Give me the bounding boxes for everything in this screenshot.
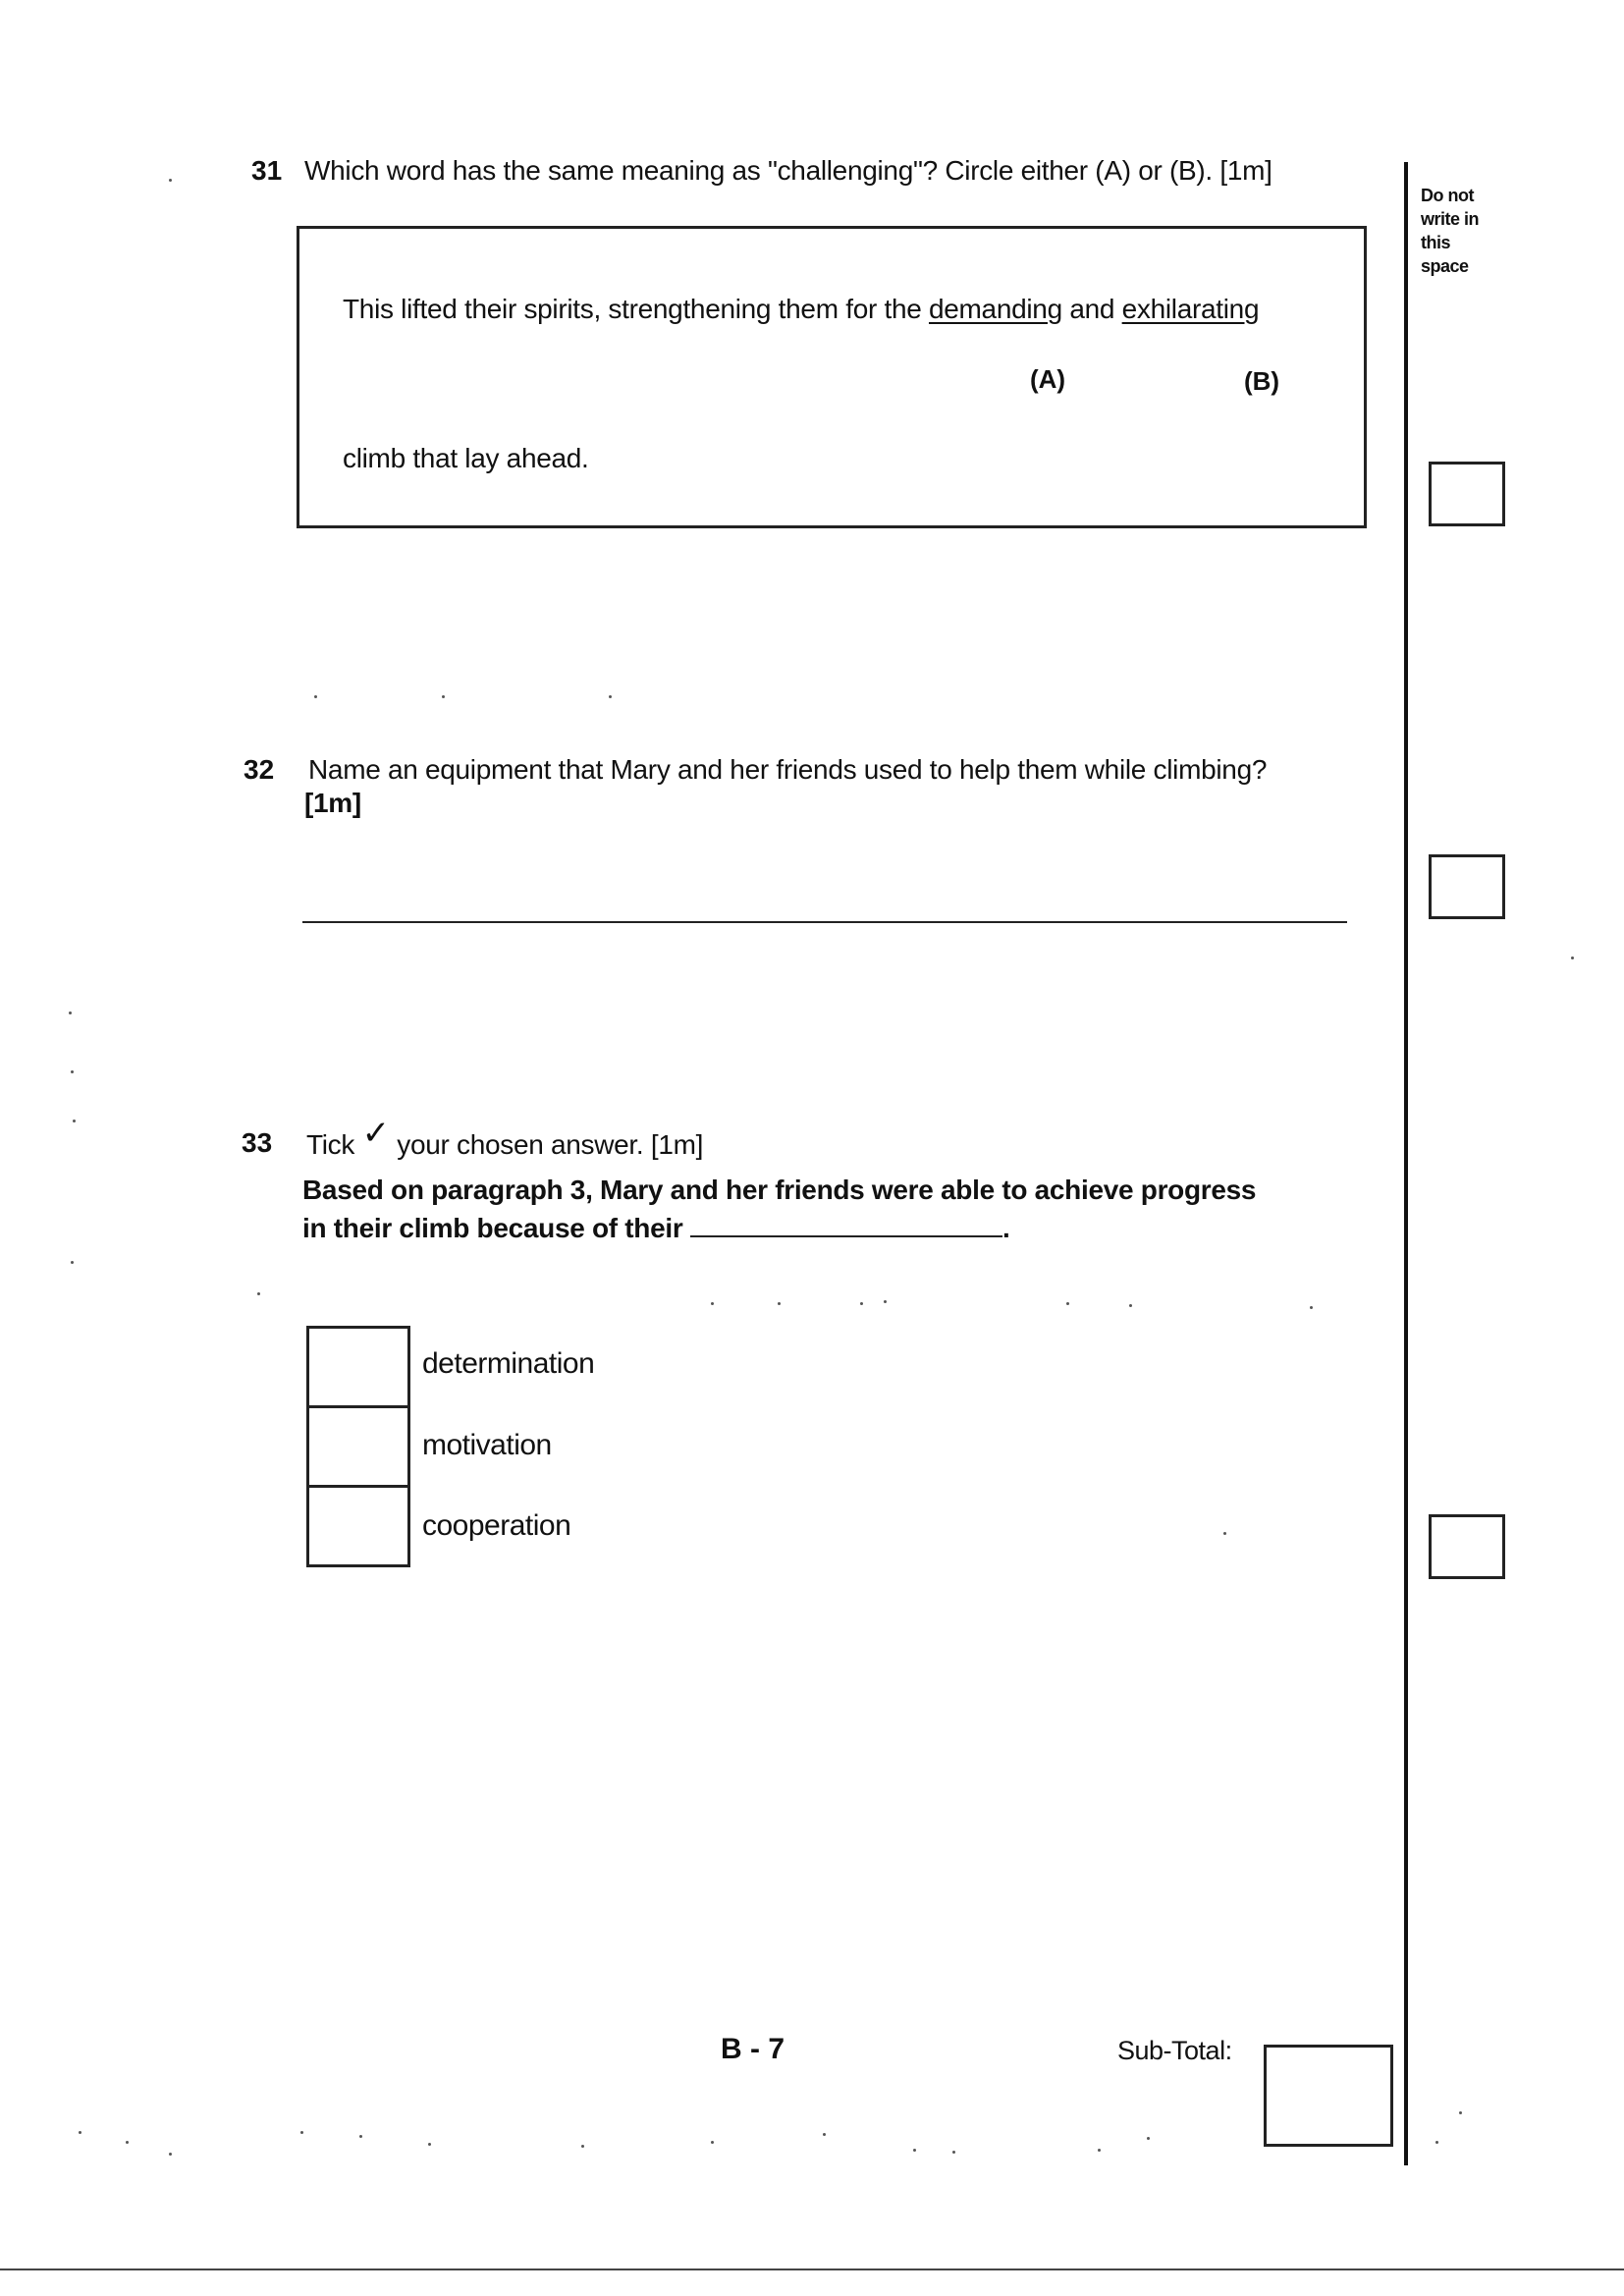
margin-note: Do not write in this space — [1421, 186, 1480, 276]
passage-excerpt-box — [297, 226, 1367, 528]
margin-divider — [1404, 162, 1408, 2165]
passage-line-1 — [343, 294, 1259, 325]
passage-line-2: climb that lay ahead. — [343, 443, 589, 473]
scan-speck — [71, 1261, 74, 1264]
tick-mark-icon: ✓ — [361, 1115, 390, 1152]
mark-box-q33[interactable] — [1429, 1514, 1505, 1579]
scan-speck — [1459, 2111, 1462, 2114]
choice-label-determination: determination — [422, 1347, 595, 1380]
scan-speck — [69, 1011, 72, 1014]
checkbox-cooperation[interactable] — [306, 1485, 410, 1567]
choice-label-cooperation: cooperation — [422, 1509, 571, 1542]
scan-speck — [1098, 2149, 1101, 2152]
scan-speck — [359, 2135, 362, 2138]
scan-speck — [1571, 957, 1574, 959]
scan-speck — [300, 2131, 303, 2134]
question-33-stem-line-2 — [302, 1210, 1009, 1246]
scan-speck — [913, 2149, 916, 2152]
instruction-rest: your chosen answer. [1m] — [389, 1129, 704, 1160]
passage-text-middle: and — [1061, 294, 1122, 324]
question-32-prompt: Name an equipment that Mary and her friends used to help them while climbing? — [308, 754, 1268, 785]
scan-speck — [257, 1292, 260, 1295]
option-b-label[interactable]: (B) — [1244, 366, 1280, 396]
mark-box-q32[interactable] — [1429, 854, 1505, 919]
scan-speck — [73, 1120, 76, 1122]
scan-speck — [1223, 1532, 1226, 1535]
option-a-label[interactable]: (A) — [1030, 364, 1066, 394]
scan-speck — [1066, 1302, 1069, 1305]
scan-speck — [609, 695, 612, 698]
answer-line-q32[interactable] — [302, 921, 1347, 923]
subtotal-box[interactable] — [1264, 2045, 1393, 2147]
mark-box-q31[interactable] — [1429, 462, 1505, 526]
passage-text-start: This lifted their spirits, strengthening them for the — [343, 294, 929, 324]
scan-speck — [778, 1302, 781, 1305]
question-33-instruction — [306, 1115, 704, 1163]
scan-speck — [71, 1070, 74, 1073]
scan-speck — [884, 1300, 887, 1303]
scan-speck — [169, 2153, 172, 2156]
scan-speck — [1435, 2141, 1438, 2144]
checkbox-determination[interactable] — [306, 1326, 410, 1408]
scan-speck — [711, 2141, 714, 2144]
option-a-word[interactable]: demanding — [928, 294, 1062, 324]
question-number-31: 31 — [251, 155, 283, 186]
scan-speck — [79, 2131, 81, 2134]
question-31-prompt: Which word has the same meaning as "challenging"? Circle either (A) or (B). [1m] — [304, 155, 1272, 186]
instruction-tick-word: Tick — [306, 1129, 355, 1160]
question-number-32: 32 — [244, 754, 275, 785]
scan-speck — [581, 2145, 584, 2148]
page-bottom-edge — [0, 2269, 1624, 2270]
subtotal-label: Sub-Total: — [1117, 2036, 1232, 2065]
scan-speck — [711, 1302, 714, 1305]
checkbox-motivation[interactable] — [306, 1405, 410, 1488]
scan-speck — [823, 2133, 826, 2136]
option-b-word[interactable]: exhilarating — [1121, 294, 1260, 324]
stem-end: . — [1001, 1213, 1010, 1243]
choice-label-motivation: motivation — [422, 1429, 552, 1461]
scan-speck — [428, 2143, 431, 2146]
scan-speck — [952, 2151, 955, 2154]
fill-in-blank — [690, 1210, 1002, 1237]
question-33-stem-line-1: Based on paragraph 3, Mary and her friends were able to achieve progress — [302, 1175, 1257, 1205]
scan-speck — [169, 179, 172, 182]
scan-speck — [860, 1302, 863, 1305]
question-number-33: 33 — [242, 1127, 273, 1158]
scan-speck — [442, 695, 445, 698]
scan-speck — [314, 695, 317, 698]
scan-speck — [1147, 2137, 1150, 2140]
scan-speck — [1310, 1306, 1313, 1309]
question-32-marks: [1m] — [304, 788, 361, 818]
scan-speck — [1129, 1304, 1132, 1307]
scan-speck — [126, 2141, 129, 2144]
page-number: B - 7 — [721, 2033, 785, 2065]
stem-line-2-text: in their climb because of their — [302, 1213, 683, 1243]
